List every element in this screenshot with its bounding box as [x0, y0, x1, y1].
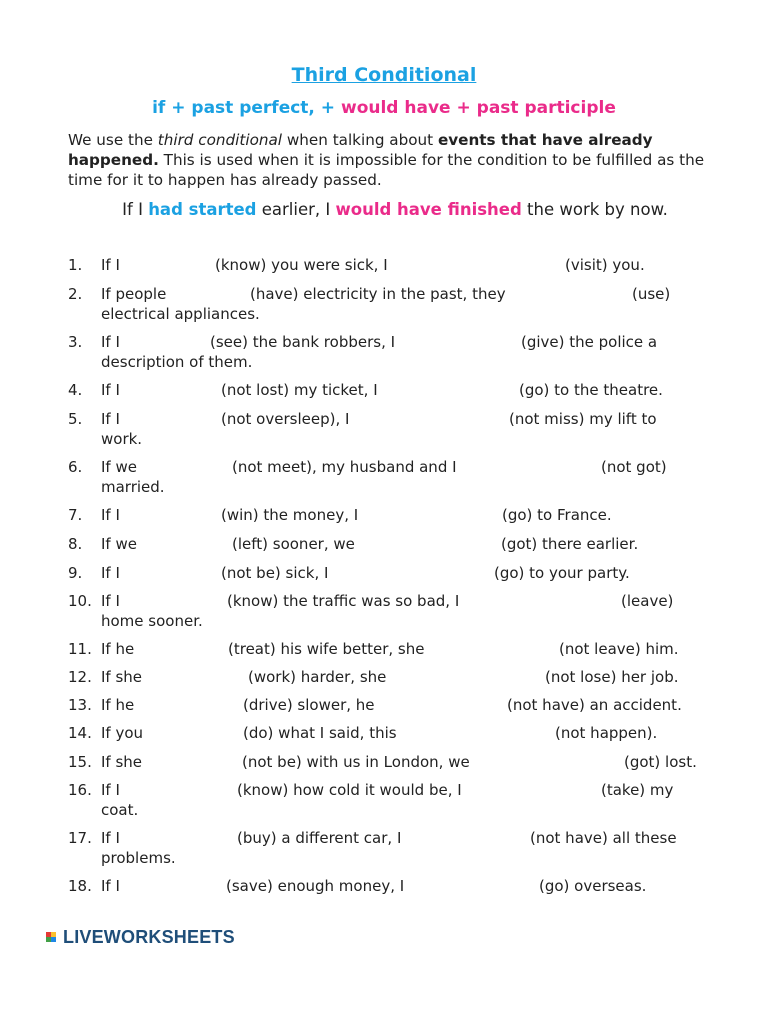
exercise-verb-2: (go) to your party. — [494, 564, 630, 582]
exercise-verb-1: (buy) a different car, I — [237, 829, 402, 847]
exercise-start: If I — [101, 410, 120, 428]
exercise-verb-1: (not meet), my husband and I — [232, 458, 457, 476]
exercise-verb-2: (not have) an accident. — [507, 696, 682, 714]
liveworksheets-logo — [46, 926, 235, 948]
exercise-number: 4. — [68, 381, 83, 399]
exercise-verb-1: (save) enough money, I — [226, 877, 405, 895]
formula-line — [0, 98, 768, 118]
exercise-number: 9. — [68, 564, 83, 582]
page-title: Third Conditional — [291, 64, 477, 86]
exercise-verb-2: (not leave) him. — [559, 640, 679, 658]
exercise-start: If I — [101, 829, 120, 847]
exercise-verb-2: (visit) you. — [565, 256, 645, 274]
exercise-number: 3. — [68, 333, 83, 351]
exercise-verb-2: (leave) — [621, 592, 674, 610]
intro-text-3: This is used when it is impossible for the condition to be fulfilled as the time for it to happen has already passed. — [68, 151, 705, 189]
exercise-item — [68, 409, 718, 449]
exercise-verb-1: (know) the traffic was so bad, I — [227, 592, 460, 610]
intro-text-2: when talking about — [282, 131, 438, 149]
intro-italic: third conditional — [157, 131, 283, 149]
exercise-verb-2: (not miss) my lift to — [509, 410, 657, 428]
exercise-number: 18. — [68, 877, 92, 895]
exercise-verb-1: (have) electricity in the past, they — [250, 285, 506, 303]
logo-mark-icon — [46, 930, 62, 944]
exercise-continuation: coat. — [101, 801, 139, 819]
exercise-item — [68, 876, 718, 916]
exercise-start: If I — [101, 256, 120, 274]
exercise-start: If he — [101, 640, 135, 658]
exercise-number: 13. — [68, 696, 92, 714]
exercise-verb-1: (left) sooner, we — [232, 535, 355, 553]
formula-if-part: if + past perfect, + — [152, 98, 336, 118]
exercise-start: If she — [101, 668, 143, 686]
exercise-start: If I — [101, 564, 120, 582]
exercise-verb-2: (got) lost. — [624, 753, 697, 771]
exercise-number: 11. — [68, 640, 92, 658]
example-if-clause: had started — [148, 200, 257, 219]
exercise-number: 14. — [68, 724, 92, 742]
intro-text-1: We use the — [68, 131, 158, 149]
exercise-number: 10. — [68, 592, 92, 610]
exercise-number: 2. — [68, 285, 83, 303]
exercise-verb-2: (go) overseas. — [539, 877, 647, 895]
exercise-verb-2: (give) the police a — [521, 333, 658, 351]
example-text-3: the work by now. — [521, 200, 668, 219]
exercise-continuation: electrical appliances. — [101, 305, 260, 323]
exercise-start: If she — [101, 753, 143, 771]
exercise-verb-1: (not be) with us in London, we — [242, 753, 470, 771]
exercise-start: If I — [101, 781, 120, 799]
exercise-start: If I — [101, 381, 120, 399]
example-result-clause: would have finished — [335, 200, 522, 219]
exercise-number: 6. — [68, 458, 83, 476]
exercise-continuation: home sooner. — [101, 612, 203, 630]
exercise-item — [68, 284, 718, 324]
exercise-verb-1: (know) you were sick, I — [215, 256, 388, 274]
exercise-continuation: problems. — [101, 849, 176, 867]
exercise-verb-2: (not got) — [601, 458, 667, 476]
exercise-verb-1: (not be) sick, I — [221, 564, 329, 582]
intro-bold: events that have already happened. — [68, 131, 653, 169]
exercise-verb-1: (know) how cold it would be, I — [237, 781, 462, 799]
exercise-item — [68, 332, 718, 372]
exercise-start: If you — [101, 724, 144, 742]
exercise-verb-1: (treat) his wife better, she — [228, 640, 425, 658]
exercise-verb-1: (not lost) my ticket, I — [221, 381, 378, 399]
exercise-verb-2: (use) — [632, 285, 671, 303]
exercise-number: 16. — [68, 781, 92, 799]
formula-result-part: would have + past participle — [340, 98, 616, 118]
exercise-number: 5. — [68, 410, 83, 428]
exercise-verb-2: (take) my — [601, 781, 674, 799]
exercise-continuation: description of them. — [101, 353, 253, 371]
exercise-verb-2: (go) to France. — [502, 506, 612, 524]
exercise-item — [68, 780, 718, 820]
exercise-item — [68, 591, 718, 631]
exercise-item — [68, 828, 718, 868]
exercise-number: 7. — [68, 506, 83, 524]
exercise-verb-1: (win) the money, I — [221, 506, 359, 524]
example-sentence — [0, 200, 768, 219]
exercise-verb-1: (do) what I said, this — [243, 724, 397, 742]
exercise-verb-2: (go) to the theatre. — [519, 381, 663, 399]
exercise-start: If we — [101, 535, 137, 553]
exercise-verb-1: (drive) slower, he — [243, 696, 375, 714]
exercise-start: If we — [101, 458, 137, 476]
exercise-number: 8. — [68, 535, 83, 553]
exercise-start: If I — [101, 506, 120, 524]
exercise-start: If he — [101, 696, 135, 714]
exercise-start: If I — [101, 333, 120, 351]
exercise-verb-2: (got) there earlier. — [501, 535, 639, 553]
example-text-2: earlier, I — [256, 200, 336, 219]
exercise-number: 15. — [68, 753, 92, 771]
exercise-number: 17. — [68, 829, 92, 847]
exercise-verb-2: (not have) all these — [530, 829, 677, 847]
exercise-verb-2: (not lose) her job. — [545, 668, 679, 686]
exercise-verb-1: (see) the bank robbers, I — [210, 333, 396, 351]
exercise-number: 1. — [68, 256, 83, 274]
exercise-number: 12. — [68, 668, 92, 686]
exercise-start: If people — [101, 285, 167, 303]
exercise-verb-1: (work) harder, she — [248, 668, 387, 686]
logo-text: LIVEWORKSHEETS — [63, 926, 235, 947]
logo-square-blue — [51, 937, 56, 942]
example-text-1: If I — [122, 200, 149, 219]
exercise-verb-1: (not oversleep), I — [221, 410, 350, 428]
exercise-continuation: married. — [101, 478, 165, 496]
exercise-start: If I — [101, 592, 120, 610]
intro-paragraph — [68, 130, 708, 190]
exercise-verb-2: (not happen). — [555, 724, 658, 742]
exercise-item — [68, 457, 718, 497]
exercise-start: If I — [101, 877, 120, 895]
exercise-continuation: work. — [101, 430, 143, 448]
